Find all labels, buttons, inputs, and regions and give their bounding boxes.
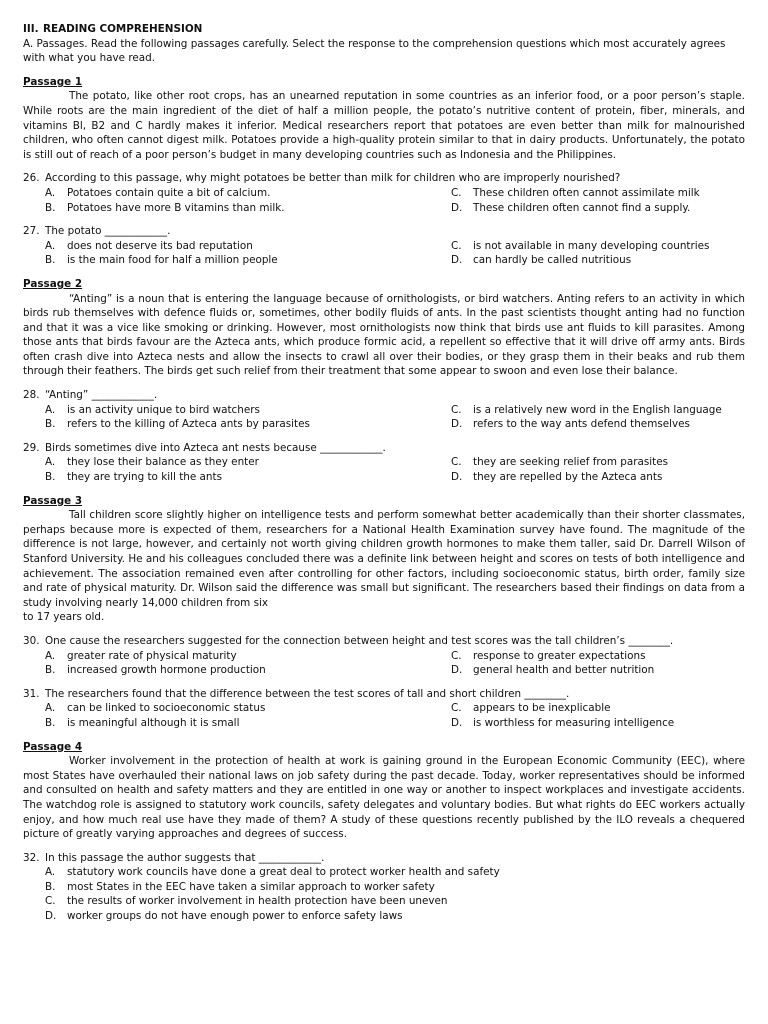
option-text: is meaningful although it is small (67, 716, 240, 729)
question (23, 388, 745, 432)
option-text: they are trying to kill the ants (67, 471, 222, 484)
option-letter: D. (451, 418, 463, 431)
option-text: statutory work councils have done a great deal to protect worker health and safety (67, 866, 500, 879)
question-stem (23, 851, 745, 866)
question (23, 851, 745, 924)
option-letter: D. (451, 471, 463, 484)
question-number: 29. (23, 441, 40, 454)
options (23, 403, 745, 432)
question-text: According to this passage, why might potatoes be better than milk for children who are improperly nourished? (45, 172, 621, 185)
option-letter: B. (45, 201, 56, 214)
question-stem (23, 441, 745, 456)
option-d[interactable] (429, 470, 745, 485)
question-text: In this passage the author suggests that ____________. (45, 851, 325, 864)
passage-heading: Passage 3 (23, 494, 83, 507)
instructions-text: Read the following passages carefully. Select the response to the comprehension questions which most accurately agrees with what you have read. (23, 37, 726, 65)
option-text: is not available in many developing countries (473, 239, 710, 252)
question-stem (23, 388, 745, 403)
option-text: most States in the EEC have taken a similar approach to worker safety (67, 880, 435, 893)
question-stem (23, 171, 745, 186)
option-letter: A. (45, 186, 56, 199)
option-letter: B. (45, 664, 56, 677)
option-letter: A. (45, 456, 56, 469)
option-c[interactable] (429, 186, 745, 201)
question (23, 441, 745, 485)
section-title (23, 22, 745, 37)
question-stem (23, 634, 745, 649)
question (23, 687, 745, 731)
passage-text (23, 292, 745, 380)
option-text: is the main food for half a million people (67, 254, 278, 267)
option-letter: D. (45, 910, 57, 923)
option-b[interactable] (23, 201, 429, 216)
option-d[interactable] (429, 201, 745, 216)
question-text: The potato ____________. (45, 225, 171, 238)
option-letter: A. (45, 866, 56, 879)
question-number: 26. (23, 172, 40, 185)
question-number: 27. (23, 225, 40, 238)
option-c[interactable] (429, 649, 745, 664)
option-text: can hardly be called nutritious (473, 254, 632, 267)
option-letter: D. (451, 201, 463, 214)
option-letter: A. (45, 702, 56, 715)
option-d[interactable] (429, 716, 745, 731)
option-b[interactable] (23, 880, 745, 895)
passage-text-tail: to 17 years old. (23, 611, 105, 624)
question-number: 32. (23, 851, 40, 864)
option-d[interactable] (429, 253, 745, 268)
option-letter: B. (45, 471, 56, 484)
option-c[interactable] (429, 455, 745, 470)
option-c[interactable] (429, 403, 745, 418)
question (23, 634, 745, 678)
option-a[interactable] (23, 865, 745, 880)
option-letter: B. (45, 418, 56, 431)
passage-text (23, 508, 745, 610)
option-letter: B. (45, 880, 56, 893)
option-letter: B. (45, 716, 56, 729)
option-c[interactable] (429, 701, 745, 716)
option-a[interactable] (23, 403, 429, 418)
option-letter: C. (451, 403, 462, 416)
option-letter: C. (451, 702, 462, 715)
question (23, 171, 745, 215)
option-letter: D. (451, 254, 463, 267)
option-letter: A. (45, 403, 56, 416)
question-text: “Anting” ____________. (45, 389, 158, 402)
option-letter: D. (451, 664, 463, 677)
option-a[interactable] (23, 649, 429, 664)
option-text: worker groups do not have enough power to enforce safety laws (67, 910, 403, 923)
option-text: refers to the way ants defend themselves (473, 418, 690, 431)
question-text: One cause the researchers suggested for the connection between height and test scores was the tall children’s ________. (45, 634, 674, 647)
options (23, 701, 745, 730)
option-d[interactable] (429, 663, 745, 678)
option-text: they are repelled by the Azteca ants (473, 471, 663, 484)
option-c[interactable] (429, 239, 745, 254)
question-number: 31. (23, 687, 40, 700)
passage-text (23, 89, 745, 162)
question-text: Birds sometimes dive into Azteca ant nests because ____________. (45, 441, 386, 454)
option-text: response to greater expectations (473, 649, 646, 662)
option-text: increased growth hormone production (67, 664, 266, 677)
question-number: 30. (23, 634, 40, 647)
option-text: refers to the killing of Azteca ants by parasites (67, 418, 310, 431)
passage-body: The potato, like other root crops, has an unearned reputation in some countries as an inferior food, or a poor person’s staple. While roots are the main ingredient of the diet of half a million people, the potato’s nutritive content of protein, fiber, minerals, and vitamins Bl, B2 and C hardly makes it inferior. Medical researchers report that potatoes are even better than milk for malnourished children, who often cannot digest milk. Potatoes provide a high-quality protein similar to that in dairy products. Unfortunately, the potato is still out of reach of a poor person’s budget in many developing countries such as Indonesia and the Philippines. (23, 90, 745, 161)
option-c[interactable] (23, 894, 745, 909)
passage-body: Tall children score slightly higher on intelligence tests and perform somewhat better academically than their shorter classmates, perhaps because more is expected of them, researchers for a National Health Examination survey have found. The magnitude of the difference is not large, however, and certainly not worth giving children growth hormones to make them taller, said Dr. Darrell Wilson of Stanford University. He and his colleagues concluded there was a definite link between height and scores on tests of both intelligence and achievement. The association remained even after controlling for other factors, including socioeconomic status, birth order, family size and rate of physical maturity. Dr. Wilson said the difference was small but significant. The researchers based their findings on data from a study involving nearly 14,000 children from six (23, 509, 745, 609)
option-text: general health and better nutrition (473, 664, 655, 677)
option-text: can be linked to socioeconomic status (67, 702, 266, 715)
option-letter: D. (451, 716, 463, 729)
option-text: is an activity unique to bird watchers (67, 403, 260, 416)
option-text: These children often cannot assimilate milk (473, 186, 700, 199)
option-a[interactable] (23, 239, 429, 254)
option-d[interactable] (23, 909, 745, 924)
question-number: 28. (23, 389, 40, 402)
option-b[interactable] (23, 470, 429, 485)
option-text: is worthless for measuring intelligence (473, 716, 675, 729)
option-b[interactable] (23, 253, 429, 268)
option-a[interactable] (23, 186, 429, 201)
option-b[interactable] (23, 716, 429, 731)
option-text: These children often cannot find a supply. (473, 201, 691, 214)
question-stem (23, 687, 745, 702)
section-title-text: READING COMPREHENSION (43, 23, 203, 35)
option-letter: A. (45, 649, 56, 662)
passage-heading: Passage 1 (23, 75, 83, 88)
option-a[interactable] (23, 455, 429, 470)
option-text: Potatoes contain quite a bit of calcium. (67, 186, 271, 199)
worksheet-page (23, 22, 745, 924)
passage-heading: Passage 2 (23, 277, 83, 290)
option-text: they are seeking relief from parasites (473, 456, 669, 469)
option-text: greater rate of physical maturity (67, 649, 237, 662)
option-text: is a relatively new word in the English language (473, 403, 722, 416)
section-number: III. (23, 23, 39, 35)
passage-text (23, 754, 745, 842)
option-text: Potatoes have more B vitamins than milk. (67, 201, 285, 214)
option-letter: C. (451, 456, 462, 469)
instructions-lead: A. Passages. (23, 37, 88, 50)
option-letter: C. (45, 895, 56, 908)
option-text: appears to be inexplicable (473, 702, 611, 715)
option-letter: B. (45, 254, 56, 267)
option-letter: C. (451, 239, 462, 252)
instructions (23, 37, 745, 66)
options (23, 455, 745, 484)
option-letter: C. (451, 649, 462, 662)
question-text: The researchers found that the difference between the test scores of tall and short children ________. (45, 687, 570, 700)
options (23, 649, 745, 678)
options (23, 239, 745, 268)
option-text: does not deserve its bad reputation (67, 239, 253, 252)
option-a[interactable] (23, 701, 429, 716)
option-letter: C. (451, 186, 462, 199)
passage-body: “Anting” is a noun that is entering the language because of ornithologists, or bird watchers. Anting refers to an activity in which birds rub themselves with defence fluids or, sometimes, other bodily fluids of ants. In the past scientists thought anting had no function and that it was a vice like smoking or drinking. However, most ornithologists now think that birds use ant fluids to kill parasites. Among those ants that birds favour are the Azteca ants, which produce formic acid, a repellent so effective that it will drive off army ants. Birds often crash dive into Azteca nests and allow the insects to crawl all over their bodies, or they grasp them in their beaks and rub them through their feathers. The birds get such relief from their treatment that some appear to swoon and even lose their balance. (23, 292, 745, 378)
passage-body: Worker involvement in the protection of health at work is gaining ground in the European Economic Community (EEC), where most States have overhauled their national laws on job safety during the past decade. Today, worker representatives should be informed and consulted on health and safety matters and they are entitled in one way or another to inspect workplaces and investigate accidents. The watchdog role is assigned to statutory work councils, safety delegates and voluntary bodies. But what rights do EEC workers actually enjoy, and how much real use have they made of them? A study of these questions recently published by the ILO reveals a chequered picture of greatly varying approaches and degrees of success. (23, 755, 745, 841)
question-stem (23, 224, 745, 239)
question (23, 224, 745, 268)
passage-heading: Passage 4 (23, 740, 83, 753)
options (23, 865, 745, 923)
option-text: they lose their balance as they enter (67, 456, 259, 469)
option-text: the results of worker involvement in health protection have been uneven (67, 895, 448, 908)
option-letter: A. (45, 239, 56, 252)
option-b[interactable] (23, 417, 429, 432)
option-b[interactable] (23, 663, 429, 678)
options (23, 186, 745, 215)
option-d[interactable] (429, 417, 745, 432)
